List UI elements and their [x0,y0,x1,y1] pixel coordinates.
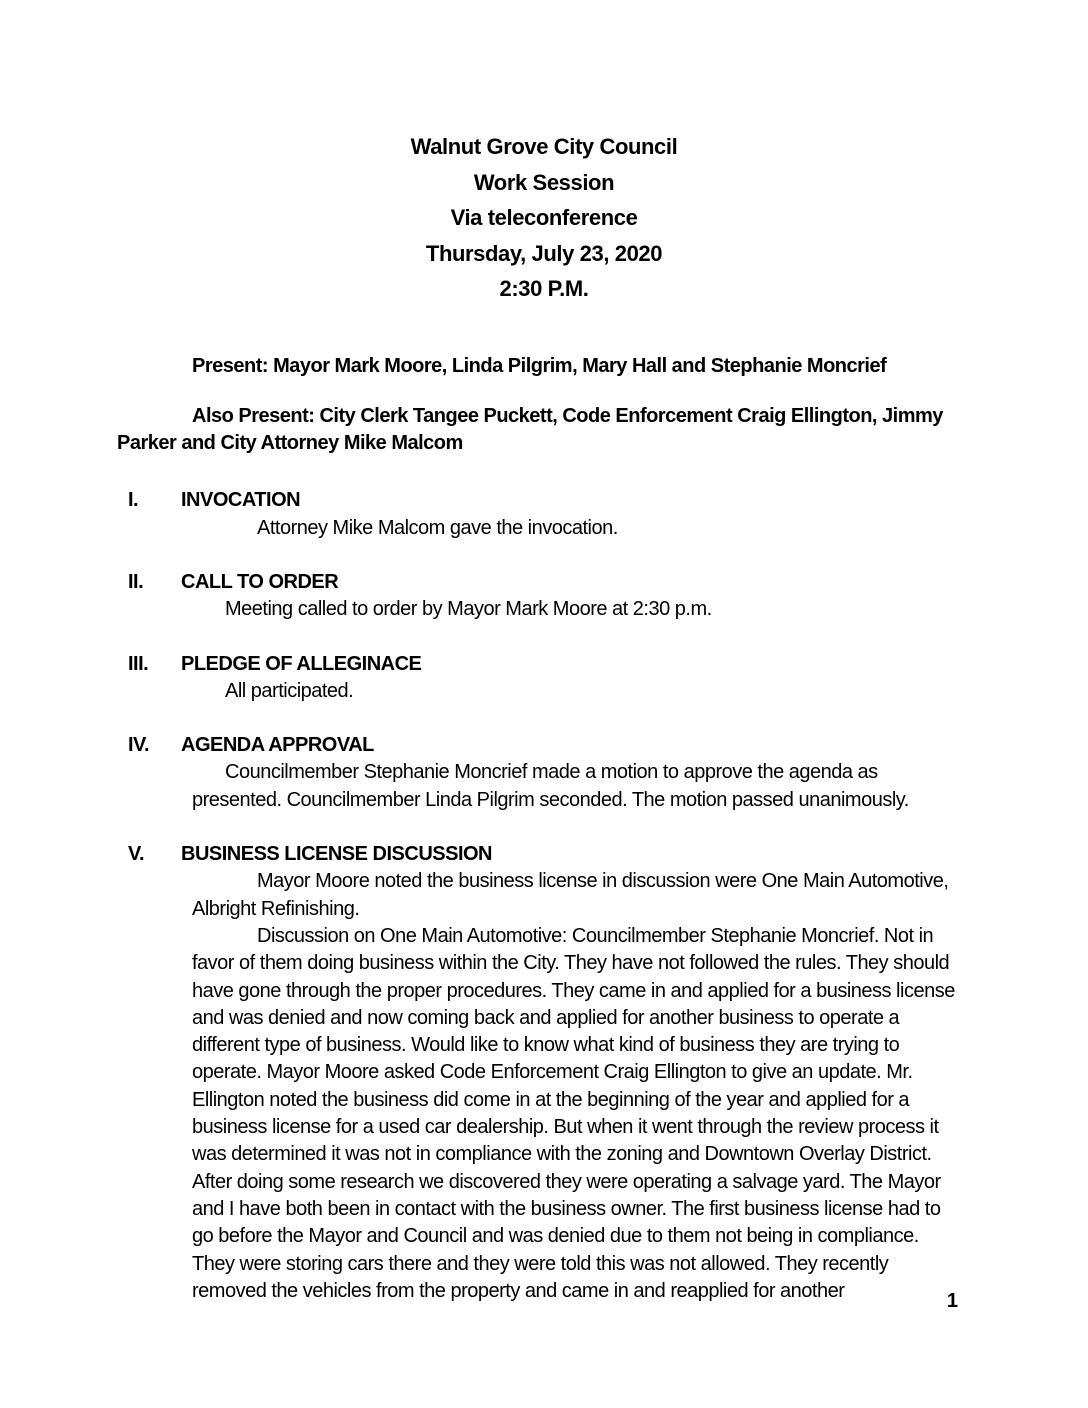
title-line-org: Walnut Grove City Council [410,134,678,159]
section-heading-row [117,569,960,596]
section-heading: AGENDA APPROVAL [181,734,374,757]
section-heading: PLEDGE OF ALLEGINACE [181,652,422,675]
section-numeral: II. [128,570,144,593]
section-invocation [117,487,960,542]
section-paragraph: Discussion on One Main Automotive: Councilmember Stephanie Moncrief. Not in favor of them doing business within the City. They have not followed the rules. They should have gone through the proper procedures. They came in and applied for a business license and was denied and now coming back and applied for another business to operate a different type of business. Would like to know what kind of business they are trying to operate. Mayor Moore asked Code Enforcement Craig Ellington to give an update. Mr. Ellington noted the business did come in at the beginning of the year and applied for a business license for a used car dealership. But when it went through the review process it was determined it was not in compliance with the zoning and Downtown Overlay District. After doing some research we discovered they were operating a salvage yard. The Mayor and I have both been in contact with the business owner. The first business license had to go before the Mayor and Council and was denied due to them not being in compliance. They were storing cars there and they were told this was not allowed. They recently removed the vehicles from the property and came in and reapplied for another [192,924,955,1302]
section-heading-row [117,651,960,678]
section-call-to-order [117,569,960,624]
present-line: Present: Mayor Mark Moore, Linda Pilgrim, Mary Hall and Stephanie Moncrief [192,354,887,377]
section-pledge [117,651,960,706]
section-paragraph: Mayor Moore noted the business license in discussion were One Main Automotive, Albright Refinishing. [192,870,949,920]
section-numeral: I. [128,489,139,512]
section-numeral: V. [128,843,145,866]
section-numeral: III. [128,652,149,675]
attendance-block [117,353,960,458]
section-numeral: IV. [128,734,150,757]
section-paragraph: Councilmember Stephanie Moncrief made a motion to approve the agenda as presented. Councilmember Linda Pilgrim seconded. The motion passed unanimously. [192,761,909,811]
section-heading: CALL TO ORDER [181,570,339,593]
document-title-block [0,0,1088,307]
section-agenda-approval [117,732,960,814]
also-present-line: Also Present: City Clerk Tangee Puckett, Code Enforcement Craig Ellington, Jimmy Parker and City Attorney Mike Malcom [117,404,943,455]
page-number: 1 [946,1290,958,1312]
section-heading: BUSINESS LICENSE DISCUSSION [181,843,493,866]
title-line-medium: Via teleconference [450,205,638,230]
section-heading-row [117,487,960,514]
section-business-license [117,841,960,1305]
section-heading-row [117,841,960,868]
title-line-date: Thursday, July 23, 2020 [425,240,663,266]
document-body [117,353,960,1306]
section-paragraph: All participated. [225,679,354,702]
section-heading: INVOCATION [181,489,301,512]
title-line-session: Work Session [473,169,615,195]
section-paragraph: Attorney Mike Malcom gave the invocation. [257,516,618,539]
section-heading-row [117,732,960,759]
section-paragraph: Meeting called to order by Mayor Mark Moore at 2:30 p.m. [225,598,712,621]
title-line-time: 2:30 P.M. [499,276,589,301]
